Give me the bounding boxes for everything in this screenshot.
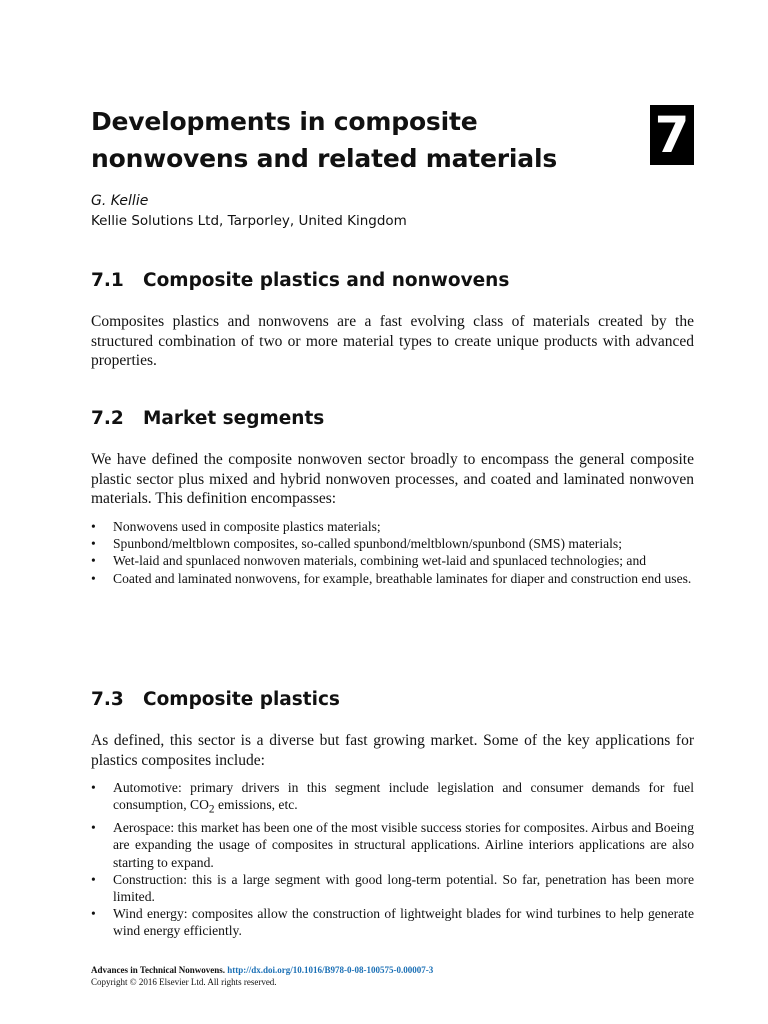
section-number: 7.1 bbox=[91, 270, 124, 291]
section-number: 7.2 bbox=[91, 408, 124, 429]
section-paragraph: As defined, this sector is a diverse but fast growing market. Some of the key applications for plastics composites include: bbox=[91, 732, 694, 769]
author-name: G. Kellie bbox=[91, 193, 149, 209]
section-title: Composite plastics and nonwovens bbox=[143, 270, 510, 291]
list-item: • Wind energy: composites allow the construction of lightweight blades for wind turbines to help generate wind energy efficiently. bbox=[91, 906, 694, 939]
list-item: • Automotive: primary drivers in this segment include legislation and consumer demands for fuel consumption, $CO_2$ emissions, etc. bbox=[91, 780, 694, 816]
bullet-list bbox=[91, 779, 694, 940]
section-title: Market segments bbox=[143, 408, 325, 429]
section-heading bbox=[91, 688, 340, 712]
section-paragraph: We have defined the composite nonwoven sector broadly to encompass the general composite plastic sector plus mixed and hybrid nonwoven processes, and coated and laminated nonwoven materials. This definition encompasses: bbox=[91, 451, 694, 507]
section-heading bbox=[91, 407, 324, 431]
list-item: • Aerospace: this market has been one of the most visible success stories for composites. Airbus and Boeing are expanding the usage of composites in structural applications. Airline interiors applications are also starting to expand. bbox=[91, 820, 694, 870]
list-item: • Wet-laid and spunlaced nonwoven materials, combining wet-laid and spunlaced technologies; and bbox=[91, 553, 647, 569]
copyright-notice: Copyright © 2016 Elsevier Ltd. All rights reserved. bbox=[91, 977, 277, 987]
list-item: • Coated and laminated nonwovens, for example, breathable laminates for diaper and construction end uses. bbox=[91, 570, 692, 586]
list-item: • Spunbond/meltblown composites, so-called spunbond/meltblown/spunbond (SMS) materials; bbox=[91, 536, 622, 552]
page-footer bbox=[91, 964, 433, 988]
list-item: • Nonwovens used in composite plastics materials; bbox=[91, 519, 381, 534]
chapter-title: Developments in composite nonwovens and related materials bbox=[91, 107, 558, 173]
author-affiliation: Kellie Solutions Ltd, Tarporley, United Kingdom bbox=[91, 213, 407, 229]
list-item: • Construction: this is a large segment with good long-term potential. So far, penetration has been more limited. bbox=[91, 871, 694, 904]
doi-link[interactable]: http://dx.doi.org/10.1016/B978-0-08-100575-0.00007-3 bbox=[227, 965, 434, 975]
book-title: Advances in Technical Nonwovens. bbox=[91, 965, 226, 975]
citation-line bbox=[91, 964, 433, 976]
section-paragraph: Composites plastics and nonwovens are a fast evolving class of materials created by the structured combination of two or more material types to create unique products with advanced properties. bbox=[91, 313, 694, 369]
section-heading bbox=[91, 269, 509, 293]
chapter-number-badge: 7 bbox=[650, 105, 694, 165]
section-number: 7.3 bbox=[91, 689, 124, 710]
bullet-list bbox=[91, 518, 694, 587]
section-title: Composite plastics bbox=[143, 689, 340, 710]
